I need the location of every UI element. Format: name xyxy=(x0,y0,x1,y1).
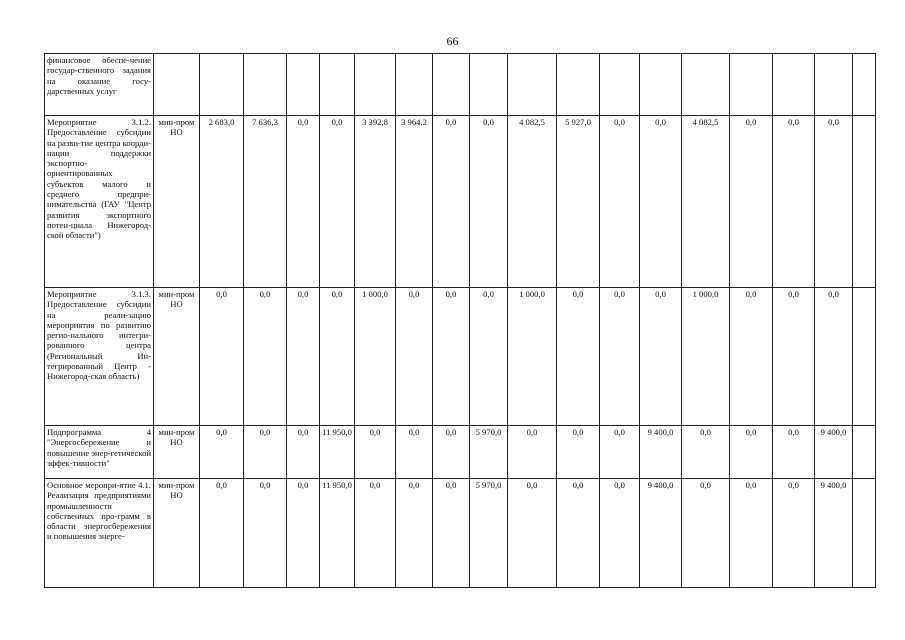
value-cell: 0,0 xyxy=(433,288,470,426)
value-cell: 0,0 xyxy=(815,288,853,426)
value-cell: 0,0 xyxy=(600,116,640,288)
table-row xyxy=(45,116,876,288)
measure-name-cell: Основное меропри-ятие 4.1. Реализация предприятиями промышленности собственных про-грамм в области энергосбережения и повышения энерге- xyxy=(45,479,154,588)
value-cell xyxy=(433,54,470,116)
value-cell: 0,0 xyxy=(433,479,470,588)
responsible-cell: мин-пром НО xyxy=(154,479,200,588)
value-cell: 5 970,0 xyxy=(470,479,508,588)
value-cell xyxy=(682,54,730,116)
value-cell xyxy=(600,54,640,116)
responsible-cell: мин-пром НО xyxy=(154,426,200,479)
value-cell: 1 000,0 xyxy=(355,288,396,426)
value-cell xyxy=(853,288,876,426)
value-cell xyxy=(557,54,600,116)
value-cell: 0,0 xyxy=(433,116,470,288)
table-row xyxy=(45,479,876,588)
value-cell: 0,0 xyxy=(600,479,640,588)
value-cell: 0,0 xyxy=(730,288,773,426)
value-cell: 0,0 xyxy=(470,116,508,288)
value-cell: 9 400,0 xyxy=(815,426,853,479)
measure-name-cell: Мероприятие 3.1.3. Предоставление субсидии на реали-зацию мероприятия по развитию регио-нального интегри-рованного центра (Региональный Ин-тегрированный Центр - Нижегород-ская область) xyxy=(45,288,154,426)
value-cell: 0,0 xyxy=(287,116,320,288)
value-cell: 0,0 xyxy=(682,426,730,479)
value-cell: 0,0 xyxy=(730,426,773,479)
value-cell: 7 636,3 xyxy=(244,116,287,288)
responsible-cell: мин-пром НО xyxy=(154,116,200,288)
value-cell: 0,0 xyxy=(557,288,600,426)
value-cell: 1 000,0 xyxy=(508,288,557,426)
table-row xyxy=(45,54,876,116)
value-cell: 0,0 xyxy=(773,116,815,288)
value-cell: 0,0 xyxy=(200,479,244,588)
value-cell: 0,0 xyxy=(320,116,355,288)
value-cell: 0,0 xyxy=(557,479,600,588)
value-cell: 0,0 xyxy=(244,426,287,479)
value-cell xyxy=(853,54,876,116)
value-cell: 0,0 xyxy=(773,479,815,588)
value-cell: 0,0 xyxy=(640,288,682,426)
value-cell: 9 400,0 xyxy=(815,479,853,588)
page-number: 66 xyxy=(446,34,459,48)
value-cell xyxy=(853,479,876,588)
value-cell: 9 400,0 xyxy=(640,426,682,479)
value-cell xyxy=(287,54,320,116)
value-cell: 0,0 xyxy=(815,116,853,288)
value-cell: 0,0 xyxy=(640,116,682,288)
responsible-cell: мин-пром НО xyxy=(154,288,200,426)
value-cell: 0,0 xyxy=(508,426,557,479)
value-cell: 0,0 xyxy=(244,479,287,588)
value-cell: 0,0 xyxy=(730,479,773,588)
value-cell: 0,0 xyxy=(396,288,433,426)
value-cell: 0,0 xyxy=(200,288,244,426)
responsible-cell xyxy=(154,54,200,116)
measure-name-cell: Подпрограмма 4 "Энергосбережение и повышение энер-гетической эффек-тивности" xyxy=(45,426,154,479)
value-cell xyxy=(773,54,815,116)
value-cell: 0,0 xyxy=(287,426,320,479)
value-cell: 5 970,0 xyxy=(470,426,508,479)
value-cell: 3 392,8 xyxy=(355,116,396,288)
value-cell: 0,0 xyxy=(287,288,320,426)
value-cell: 0,0 xyxy=(200,426,244,479)
value-cell: 0,0 xyxy=(773,288,815,426)
value-cell xyxy=(508,54,557,116)
value-cell: 0,0 xyxy=(355,426,396,479)
value-cell: 0,0 xyxy=(396,426,433,479)
value-cell: 0,0 xyxy=(287,479,320,588)
value-cell xyxy=(244,54,287,116)
value-cell: 0,0 xyxy=(682,479,730,588)
value-cell: 0,0 xyxy=(470,288,508,426)
table-row xyxy=(45,426,876,479)
measure-name-cell: Мероприятие 3.1.2. Предоставление субсидии на разви-тие центра коорди-нации поддержки экспортно-ориентированных субъектов малого и среднего предпри-нимательства (ГАУ "Центр развития экспортного потен-циала Нижегород-ской области") xyxy=(45,116,154,288)
value-cell: 0,0 xyxy=(396,479,433,588)
value-cell: 0,0 xyxy=(433,426,470,479)
value-cell xyxy=(396,54,433,116)
value-cell: 0,0 xyxy=(355,479,396,588)
value-cell: 0,0 xyxy=(244,288,287,426)
value-cell: 11 950,0 xyxy=(320,479,355,588)
value-cell xyxy=(355,54,396,116)
value-cell: 0,0 xyxy=(600,426,640,479)
value-cell: 4 082,5 xyxy=(508,116,557,288)
value-cell xyxy=(640,54,682,116)
value-cell: 11 950,0 xyxy=(320,426,355,479)
value-cell: 4 082,5 xyxy=(682,116,730,288)
value-cell: 1 000,0 xyxy=(682,288,730,426)
value-cell xyxy=(320,54,355,116)
value-cell: 0,0 xyxy=(508,479,557,588)
value-cell xyxy=(853,426,876,479)
value-cell: 9 400,0 xyxy=(640,479,682,588)
value-cell xyxy=(853,116,876,288)
value-cell xyxy=(730,54,773,116)
value-cell: 5 927,0 xyxy=(557,116,600,288)
value-cell: 2 683,0 xyxy=(200,116,244,288)
value-cell xyxy=(815,54,853,116)
value-cell xyxy=(200,54,244,116)
value-cell: 0,0 xyxy=(557,426,600,479)
value-cell: 0,0 xyxy=(730,116,773,288)
measure-name-cell: финансовое обеспе-чение государ-ственного задания на оказание госу-дарственных услуг xyxy=(45,54,154,116)
value-cell: 0,0 xyxy=(320,288,355,426)
value-cell: 3 964,2 xyxy=(396,116,433,288)
table-row xyxy=(45,288,876,426)
budget-table xyxy=(44,53,876,588)
value-cell: 0,0 xyxy=(600,288,640,426)
value-cell: 0,0 xyxy=(773,426,815,479)
value-cell xyxy=(470,54,508,116)
